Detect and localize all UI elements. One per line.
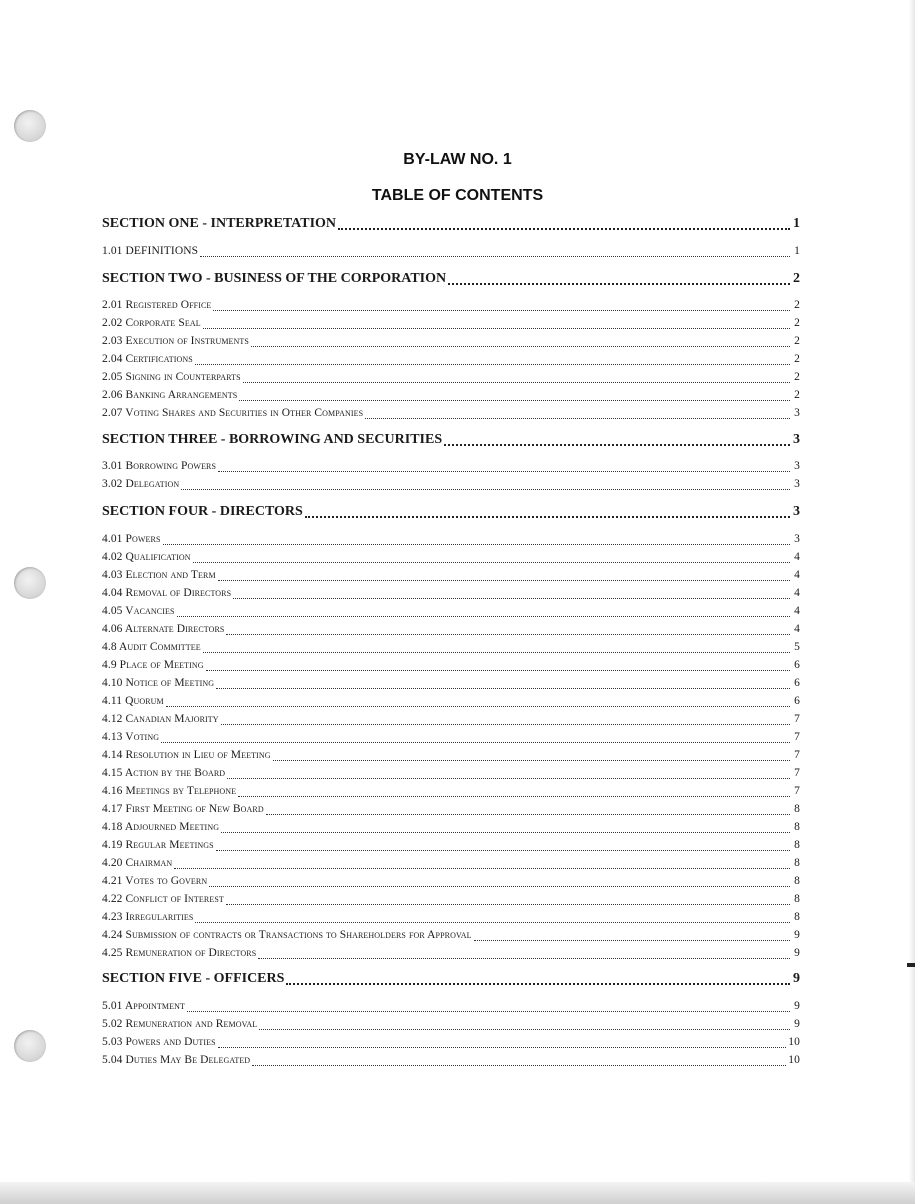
toc-page-number: 2 bbox=[794, 335, 800, 347]
toc-entry[interactable] bbox=[102, 533, 800, 548]
toc-label: 4.24 Submission of contracts or Transactions to Shareholders for Approval bbox=[102, 929, 472, 941]
toc-page-number: 3 bbox=[793, 432, 800, 447]
toc-label: 2.05 Signing in Counterparts bbox=[102, 371, 241, 383]
toc-entry[interactable] bbox=[102, 1054, 800, 1069]
dot-leader bbox=[218, 471, 790, 472]
toc-page-number: 4 bbox=[794, 605, 800, 617]
toc-page-number: 4 bbox=[794, 623, 800, 635]
toc-label: 4.11 Quorum bbox=[102, 695, 164, 707]
punch-hole-middle bbox=[14, 567, 46, 599]
toc-entry[interactable] bbox=[102, 371, 800, 386]
toc-label: SECTION FIVE - OFFICERS bbox=[102, 971, 285, 986]
toc-entry[interactable] bbox=[102, 1036, 800, 1051]
toc-label: 4.9 Place of Meeting bbox=[102, 659, 204, 671]
toc-page-number: 3 bbox=[794, 533, 800, 545]
toc-entry[interactable] bbox=[102, 947, 800, 962]
toc-entry[interactable] bbox=[102, 893, 800, 908]
toc-entry[interactable] bbox=[102, 749, 800, 764]
toc-entry[interactable] bbox=[102, 605, 800, 620]
toc-label: 1.01 DEFINITIONS bbox=[102, 245, 199, 257]
dot-leader bbox=[174, 868, 790, 869]
toc-page-number: 7 bbox=[794, 731, 800, 743]
toc-entry[interactable] bbox=[102, 911, 800, 926]
toc-label: 4.20 Chairman bbox=[102, 857, 173, 869]
toc-page-number: 1 bbox=[794, 245, 800, 257]
toc-page-number: 9 bbox=[794, 1000, 800, 1012]
toc-label: 2.03 Execution of Instruments bbox=[102, 335, 249, 347]
dot-leader bbox=[193, 562, 790, 563]
scan-edge-mark bbox=[907, 963, 915, 967]
toc-entry[interactable] bbox=[102, 353, 800, 368]
toc-entry[interactable] bbox=[102, 569, 800, 584]
toc-entry[interactable] bbox=[102, 821, 800, 836]
dot-leader bbox=[365, 418, 790, 419]
toc-label: 4.16 Meetings by Telephone bbox=[102, 785, 237, 797]
dot-leader bbox=[273, 760, 790, 761]
toc-page-number: 6 bbox=[794, 677, 800, 689]
toc-page-number: 2 bbox=[794, 299, 800, 311]
dot-leader bbox=[474, 940, 790, 941]
toc-label: 4.21 Votes to Govern bbox=[102, 875, 208, 887]
toc-page-number: 7 bbox=[794, 749, 800, 761]
toc-label: 5.03 Powers and Duties bbox=[102, 1036, 216, 1048]
toc-entry[interactable] bbox=[102, 460, 800, 475]
punch-hole-bottom bbox=[14, 1030, 46, 1062]
toc-page-number: 9 bbox=[794, 929, 800, 941]
toc-page-number: 10 bbox=[788, 1054, 800, 1066]
toc-section-five[interactable] bbox=[102, 971, 800, 989]
toc-section-four[interactable] bbox=[102, 504, 800, 522]
toc-label: SECTION THREE - BORROWING AND SECURITIES bbox=[102, 432, 443, 447]
dot-leader bbox=[252, 1065, 786, 1066]
dot-leader bbox=[195, 922, 790, 923]
toc-entry[interactable] bbox=[102, 767, 800, 782]
dot-leader bbox=[266, 814, 790, 815]
dot-leader bbox=[200, 256, 790, 257]
dot-leader bbox=[243, 382, 790, 383]
toc-label: 4.05 Vacancies bbox=[102, 605, 175, 617]
dot-leader bbox=[227, 778, 790, 779]
toc-label: 4.04 Removal of Directors bbox=[102, 587, 232, 599]
dot-leader bbox=[221, 724, 790, 725]
toc-page-number: 3 bbox=[794, 460, 800, 472]
toc-label: 4.23 Irregularities bbox=[102, 911, 194, 923]
dot-leader bbox=[218, 580, 790, 581]
toc-heading: TABLE OF CONTENTS bbox=[371, 187, 544, 204]
toc-label: 3.02 Delegation bbox=[102, 478, 180, 490]
toc-label: SECTION TWO - BUSINESS OF THE CORPORATION bbox=[102, 271, 447, 286]
dot-leader bbox=[226, 904, 790, 905]
dot-leader bbox=[286, 983, 790, 985]
toc-label: 2.06 Banking Arrangements bbox=[102, 389, 238, 401]
toc-label: 4.25 Remuneration of Directors bbox=[102, 947, 257, 959]
toc-entry[interactable] bbox=[102, 551, 800, 566]
toc-label: 4.12 Canadian Majority bbox=[102, 713, 219, 725]
toc-label: 4.02 Qualification bbox=[102, 551, 191, 563]
toc-label: 4.06 Alternate Directors bbox=[102, 623, 225, 635]
toc-label: 4.03 Election and Term bbox=[102, 569, 216, 581]
toc-label: SECTION FOUR - DIRECTORS bbox=[102, 504, 303, 519]
toc-entry[interactable] bbox=[102, 857, 800, 872]
toc-page-number: 9 bbox=[794, 947, 800, 959]
toc-label: 2.02 Corporate Seal bbox=[102, 317, 201, 329]
dot-leader bbox=[161, 742, 790, 743]
toc-entry[interactable] bbox=[102, 478, 800, 493]
toc-page-number: 8 bbox=[794, 875, 800, 887]
dot-leader bbox=[166, 706, 790, 707]
toc-label: 4.10 Notice of Meeting bbox=[102, 677, 215, 689]
toc-entry[interactable] bbox=[102, 641, 800, 656]
toc-label: 5.04 Duties May Be Delegated bbox=[102, 1054, 251, 1066]
toc-page-number: 9 bbox=[794, 1018, 800, 1030]
dot-leader bbox=[221, 832, 790, 833]
dot-leader bbox=[238, 796, 790, 797]
dot-leader bbox=[444, 444, 790, 446]
toc-page-number: 4 bbox=[794, 551, 800, 563]
dot-leader bbox=[251, 346, 790, 347]
toc-page-number: 2 bbox=[794, 371, 800, 383]
toc-page-number: 8 bbox=[794, 839, 800, 851]
scan-bottom-edge bbox=[0, 1182, 915, 1204]
toc-section-three[interactable] bbox=[102, 432, 800, 450]
toc-page-number: 8 bbox=[794, 803, 800, 815]
toc-entry[interactable] bbox=[102, 785, 800, 800]
dot-leader bbox=[187, 1011, 790, 1012]
toc-entry[interactable] bbox=[102, 677, 800, 692]
toc-label: 4.22 Conflict of Interest bbox=[102, 893, 224, 905]
toc-label: 2.04 Certifications bbox=[102, 353, 193, 365]
toc-page-number: 2 bbox=[793, 271, 800, 286]
toc-label: 4.15 Action by the Board bbox=[102, 767, 226, 779]
dot-leader bbox=[258, 958, 790, 959]
toc-label: 4.8 Audit Committee bbox=[102, 641, 201, 653]
toc-page-number: 7 bbox=[794, 785, 800, 797]
punch-hole-top bbox=[14, 110, 46, 142]
toc-label: 4.18 Adjourned Meeting bbox=[102, 821, 220, 833]
toc-label: 4.01 Powers bbox=[102, 533, 161, 545]
toc-page-number: 4 bbox=[794, 587, 800, 599]
toc-entry[interactable] bbox=[102, 803, 800, 818]
toc-entry[interactable] bbox=[102, 839, 800, 854]
toc-page-number: 2 bbox=[794, 353, 800, 365]
dot-leader bbox=[203, 652, 790, 653]
toc-label: SECTION ONE - INTERPRETATION bbox=[102, 216, 337, 231]
toc-page-number: 8 bbox=[794, 821, 800, 833]
toc-entry[interactable] bbox=[102, 1000, 800, 1015]
toc-page-number: 7 bbox=[794, 713, 800, 725]
toc-page-number: 5 bbox=[794, 641, 800, 653]
toc-entry[interactable] bbox=[102, 695, 800, 710]
toc-entry[interactable] bbox=[102, 875, 800, 890]
toc-label: 4.13 Voting bbox=[102, 731, 160, 743]
toc-label: 4.19 Regular Meetings bbox=[102, 839, 214, 851]
toc-label: 2.07 Voting Shares and Securities in Other Companies bbox=[102, 407, 364, 419]
toc-entry[interactable] bbox=[102, 713, 800, 728]
toc-entry[interactable] bbox=[102, 407, 800, 422]
toc-page-number: 3 bbox=[794, 407, 800, 419]
page-edge-shadow bbox=[909, 0, 915, 1204]
toc-entry[interactable] bbox=[102, 335, 800, 350]
dot-leader bbox=[213, 310, 790, 311]
dot-leader bbox=[206, 670, 790, 671]
toc-entry[interactable] bbox=[102, 299, 800, 314]
toc-entry[interactable] bbox=[102, 389, 800, 404]
toc-page-number: 8 bbox=[794, 911, 800, 923]
toc-section-one[interactable] bbox=[102, 216, 800, 234]
toc-page-number: 8 bbox=[794, 857, 800, 869]
toc-page-number: 2 bbox=[794, 389, 800, 401]
toc-label: 4.14 Resolution in Lieu of Meeting bbox=[102, 749, 271, 761]
dot-leader bbox=[218, 1047, 787, 1048]
dot-leader bbox=[181, 489, 790, 490]
dot-leader bbox=[177, 616, 790, 617]
toc-label: 3.01 Borrowing Powers bbox=[102, 460, 217, 472]
toc-page-number: 7 bbox=[794, 767, 800, 779]
toc-page-number: 6 bbox=[794, 695, 800, 707]
dot-leader bbox=[448, 283, 790, 285]
dot-leader bbox=[259, 1029, 790, 1030]
dot-leader bbox=[239, 400, 790, 401]
toc-page-number: 2 bbox=[794, 317, 800, 329]
dot-leader bbox=[163, 544, 791, 545]
dot-leader bbox=[305, 516, 790, 518]
toc-page-number: 3 bbox=[794, 478, 800, 490]
dot-leader bbox=[216, 850, 790, 851]
toc-label: 2.01 Registered Office bbox=[102, 299, 212, 311]
toc-section-two[interactable] bbox=[102, 271, 800, 289]
toc-entry[interactable] bbox=[102, 731, 800, 746]
dot-leader bbox=[338, 228, 790, 230]
toc-entry[interactable] bbox=[102, 623, 800, 638]
toc-label: 4.17 First Meeting of New Board bbox=[102, 803, 264, 815]
toc-page-number: 3 bbox=[793, 504, 800, 519]
toc-entry[interactable] bbox=[102, 1018, 800, 1033]
dot-leader bbox=[203, 328, 790, 329]
toc-page-number: 1 bbox=[793, 216, 800, 231]
toc-page-number: 10 bbox=[788, 1036, 800, 1048]
document-title: BY-LAW NO. 1 bbox=[403, 151, 512, 168]
toc-entry[interactable] bbox=[102, 587, 800, 602]
toc-entry[interactable] bbox=[102, 245, 800, 260]
dot-leader bbox=[233, 598, 790, 599]
toc-label: 5.02 Remuneration and Removal bbox=[102, 1018, 258, 1030]
toc-page-number: 9 bbox=[793, 971, 800, 986]
dot-leader bbox=[209, 886, 790, 887]
toc-entry[interactable] bbox=[102, 317, 800, 332]
dot-leader bbox=[216, 688, 790, 689]
toc-page-number: 6 bbox=[794, 659, 800, 671]
dot-leader bbox=[195, 364, 790, 365]
dot-leader bbox=[226, 634, 790, 635]
toc-label: 5.01 Appointment bbox=[102, 1000, 185, 1012]
toc-entry[interactable] bbox=[102, 929, 800, 944]
toc-page-number: 8 bbox=[794, 893, 800, 905]
toc-entry[interactable] bbox=[102, 659, 800, 674]
toc-page-number: 4 bbox=[794, 569, 800, 581]
